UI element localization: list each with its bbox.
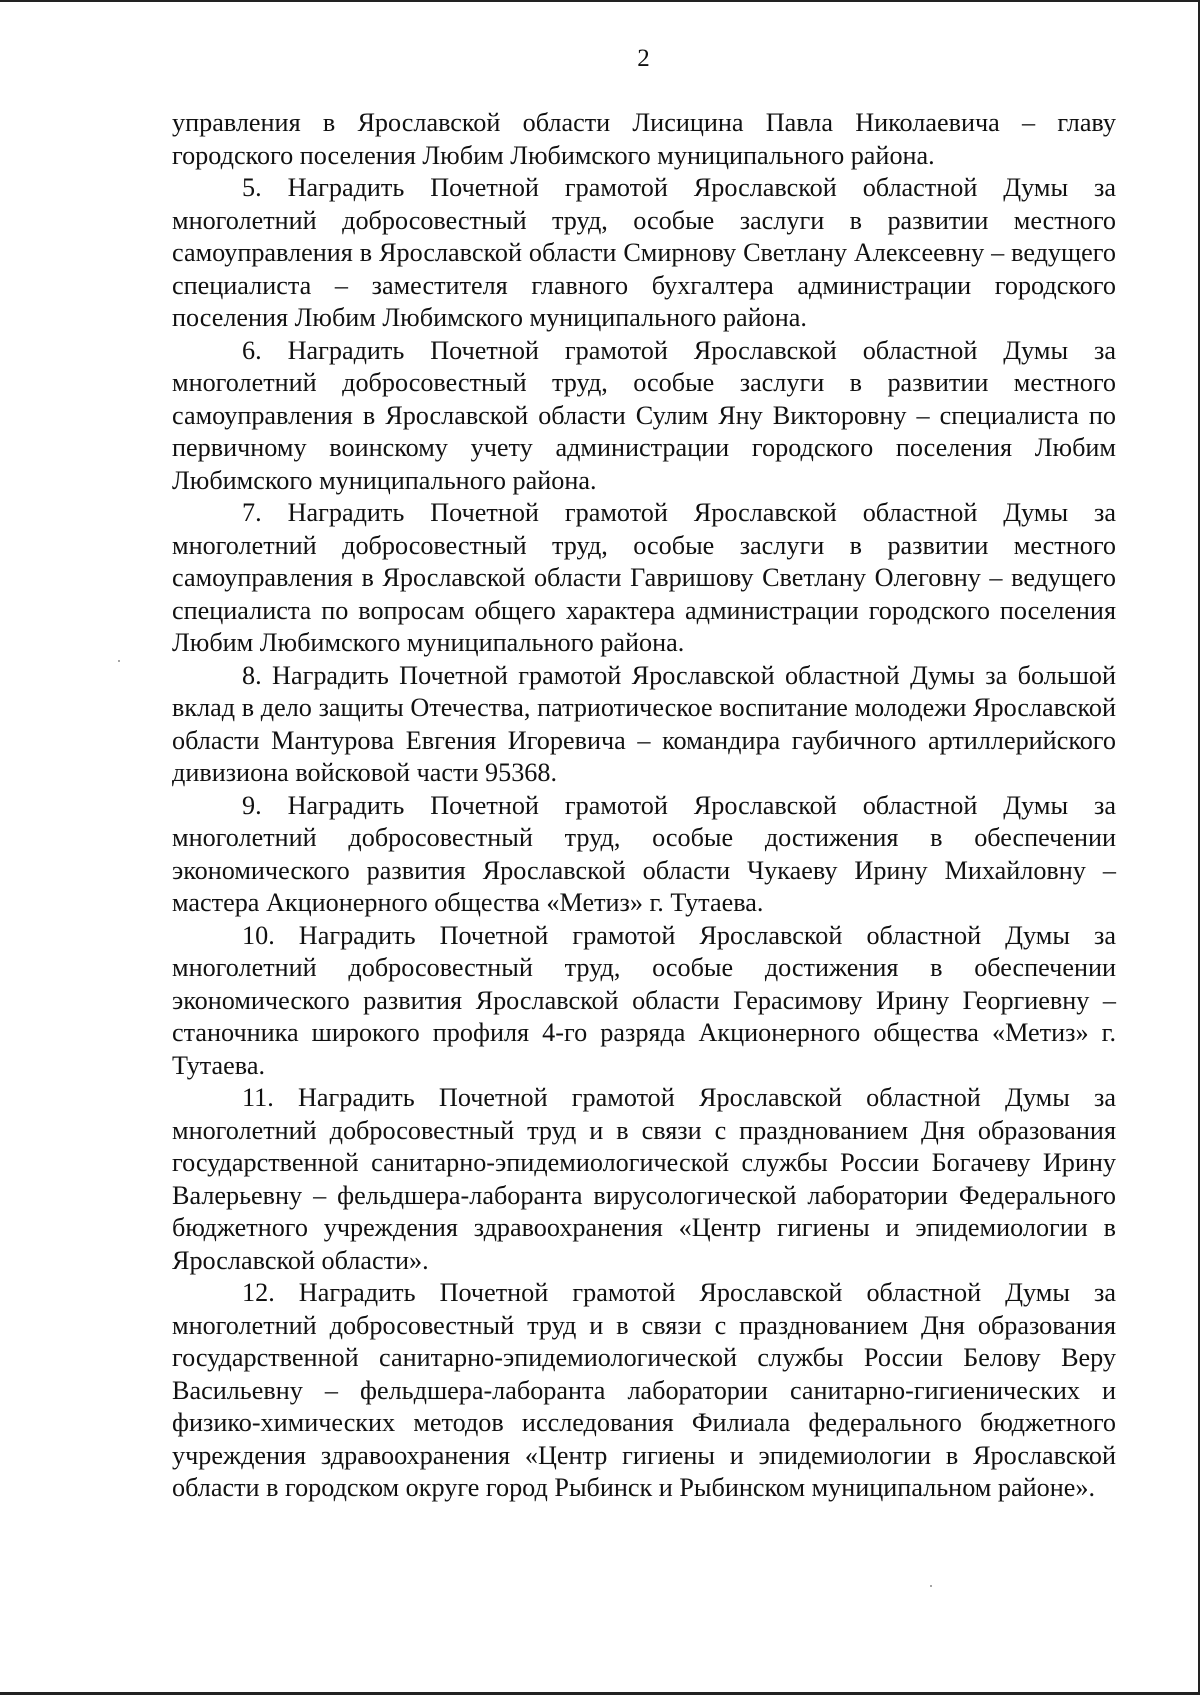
paragraph-item-10: 10. Наградить Почетной грамотой Ярославской областной Думы за многолетний добросовестный труд, особые достижения в обеспечении экономического развития Ярославской области Герасимову Ирину Георгиевну – станочника широкого профиля 4-го разряда Акционерного общества «Метиз» г. Тутаева. [172, 920, 1116, 1080]
paragraph-item-5: 5. Наградить Почетной грамотой Ярославской областной Думы за многолетний добросовестный труд, особые заслуги в развитии местного самоуправления в Ярославской области Смирнову Светлану Алексеевну – ведущего специалиста – заместителя главного бухгалтера администрации городского поселения Любим Любимского муниципального района. [172, 173, 1116, 332]
paragraph-item-9: 9. Наградить Почетной грамотой Ярославской областной Думы за многолетний добросовестный труд, особые достижения в обеспечении экономического развития Ярославской области Чукаеву Ирину Михайловну – мастера Акционерного общества «Метиз» г. Тутаева. [172, 790, 1116, 917]
paragraph-item-8: 8. Наградить Почетной грамотой Ярославской областной Думы за большой вклад в дело защиты Отечества, патриотическое воспитание молодежи Ярославской области Мантурова Евгения Игоревича – командира гаубичного артиллерийского дивизиона войсковой части 95368. [172, 660, 1116, 787]
page-number: 2 [637, 45, 650, 72]
paragraph-item-11: 11. Наградить Почетной грамотой Ярославской областной Думы за многолетний добросовестный труд и в связи с празднованием Дня образования государственной санитарно-эпидемиологической службы России Богачеву Ирину Валерьевну – фельдшера-лаборанта вирусологической лаборатории Федерального бюджетного учреждения здравоохранения «Центр гигиены и эпидемиологии в Ярославской области». [172, 1083, 1116, 1275]
paragraph-item-7: 7. Наградить Почетной грамотой Ярославской областной Думы за многолетний добросовестный труд, особые заслуги в развитии местного самоуправления в Ярославской области Гавришову Светлану Олеговну – ведущего специалиста по вопросам общего характера администрации городского поселения Любим Любимского муниципального района. [172, 498, 1116, 657]
scan-speck [930, 1585, 932, 1587]
paragraph-item-12: 12. Наградить Почетной грамотой Ярославской областной Думы за многолетний добросовестный труд и в связи с празднованием Дня образования государственной санитарно-эпидемиологической службы России Белову Веру Васильевну – фельдшера-лаборанта лаборатории санитарно-гигиенических и физико-химических методов исследования Филиала федерального бюджетного учреждения здравоохранения «Центр гигиены и эпидемиологии в Ярославской области в городском округе город Рыбинск и Рыбинском муниципальном районе». [172, 1278, 1116, 1502]
scan-edge-top [0, 0, 1200, 2]
scan-speck [118, 660, 120, 662]
document-body [172, 107, 1116, 1505]
paragraph-continuation: управления в Ярославской области Лисицина Павла Николаевича – главу городского поселения Любим Любимского муниципального района. [172, 108, 1116, 170]
paragraph-item-6: 6. Наградить Почетной грамотой Ярославской областной Думы за многолетний добросовестный труд, особые заслуги в развитии местного самоуправления в Ярославской области Сулим Яну Викторовну – специалиста по первичному воинскому учету администрации городского поселения Любим Любимского муниципального района. [172, 335, 1116, 495]
